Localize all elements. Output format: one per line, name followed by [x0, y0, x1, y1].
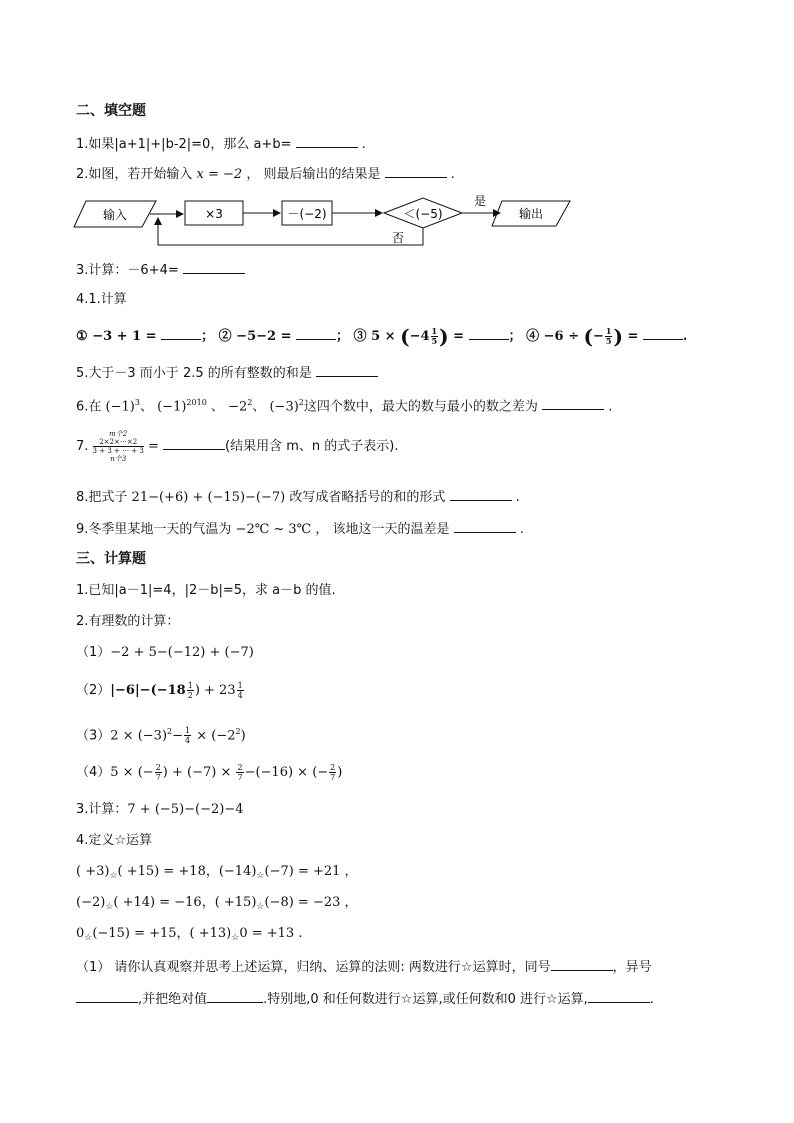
- minus-sign: −: [172, 728, 184, 744]
- circled-3: ③: [353, 329, 367, 344]
- fraction: [187, 681, 194, 700]
- question-text: 6.在: [76, 399, 102, 415]
- math-expression: −2℃ ~ 3℃: [235, 522, 312, 537]
- exponent: 2: [247, 398, 253, 407]
- question-text-2: ，异号: [612, 960, 652, 975]
- operand: (−2): [76, 895, 106, 910]
- expr-1: −3 + 1 =: [92, 329, 157, 344]
- flow-input-box: [74, 201, 156, 227]
- period: .: [515, 490, 520, 505]
- separator: ；: [336, 329, 350, 344]
- question-2-8: [76, 486, 520, 508]
- denominator: 4: [237, 691, 243, 700]
- question-text: 8.把式子: [76, 490, 128, 505]
- exponent: 2010: [186, 398, 207, 407]
- star-icon: ☆: [256, 871, 265, 881]
- expr-4b: −: [592, 329, 604, 344]
- star-op-row-3: [76, 924, 302, 948]
- question-3-3: [76, 800, 244, 820]
- circled-1: ①: [76, 329, 88, 344]
- close-paren: ): [337, 765, 343, 780]
- flow-times3-box: [185, 201, 243, 225]
- period: .: [649, 992, 654, 1007]
- question-2-4: 4.1.计算: [76, 292, 127, 307]
- question-text: 3.计算：: [76, 802, 128, 817]
- answer-blank-zero-rule[interactable]: [588, 988, 650, 1003]
- numerator: 2: [155, 763, 161, 772]
- question-2-2: [76, 163, 455, 185]
- question-3-2-part-1: [76, 643, 254, 663]
- question-text: 9.冬季里某地一天的气温为: [76, 522, 232, 537]
- math-expression-a: |−6|−(−18: [110, 683, 186, 698]
- answer-blank-3[interactable]: [469, 325, 509, 340]
- question-text-2: ， 则最后输出的结果是: [246, 167, 381, 182]
- part-label: （4）: [76, 765, 111, 780]
- numerator: 1: [185, 726, 191, 736]
- answer-blank[interactable]: [316, 362, 378, 377]
- separator: 、: [252, 399, 266, 415]
- question-3-2-part-3: [76, 720, 246, 748]
- flow-arrow-no-loop: [158, 218, 423, 245]
- star-icon: ☆: [231, 933, 240, 943]
- flow-output-label: 输出: [518, 207, 544, 221]
- flow-condition-label: ＜(−5): [403, 207, 443, 221]
- flow-output-box: [492, 201, 570, 226]
- question-text: ,并把绝对值: [138, 992, 208, 1007]
- section-title-calculation: 三、计算题: [76, 551, 146, 567]
- question-2-7: [76, 422, 398, 472]
- denominator: 5: [605, 336, 612, 346]
- question-3-4-sub-1-line-2: [76, 988, 654, 1010]
- numerator: 1: [605, 326, 612, 336]
- star-op-row-2: [76, 893, 358, 917]
- denominator: 7: [155, 773, 161, 782]
- term-4: (−3): [269, 399, 299, 415]
- separator: ；: [508, 329, 522, 344]
- numerator: 1: [431, 326, 438, 336]
- star-icon: ☆: [109, 871, 118, 881]
- term-1: (−1): [105, 399, 135, 415]
- answer-blank-4[interactable]: [643, 325, 683, 340]
- exponent: 2: [298, 398, 304, 407]
- expr-3b: −4: [409, 329, 430, 344]
- question-3-2: 2.有理数的计算：: [76, 614, 180, 629]
- question-3-4: 4.定义☆运算: [76, 833, 153, 848]
- star-icon: ☆: [105, 902, 114, 912]
- question-3-2-part-4: [76, 761, 342, 785]
- section-title-fill-blank: 二、填空题: [76, 103, 146, 119]
- paren-close: ): [613, 324, 623, 349]
- math-expression-a: 2 × (−3): [110, 728, 168, 744]
- stacked-fraction: [93, 430, 144, 463]
- math-expression-b: ) + (−7) ×: [162, 765, 236, 780]
- expr: 0 = +13 .: [239, 926, 303, 941]
- question-text: 2.如图，若开始输入: [76, 167, 193, 182]
- fraction: [329, 763, 336, 782]
- exponent: 2: [235, 727, 241, 736]
- separator: 、: [206, 399, 224, 415]
- star-op-row-1: [76, 862, 358, 886]
- fraction: [236, 763, 243, 782]
- part-label: （2）: [76, 683, 111, 698]
- expr-3a: 5 ×: [371, 329, 401, 344]
- question-2-9: [76, 518, 524, 540]
- flow-minus-box: [282, 201, 332, 225]
- numerator: 2: [237, 763, 243, 772]
- answer-blank-2[interactable]: [296, 325, 336, 340]
- expr: ( +14) = −16，( +15): [113, 895, 257, 910]
- math-expression: −2 + 5−(−12) + (−7): [110, 645, 254, 660]
- part-label: （3）: [76, 728, 111, 744]
- question-text-2: 改写成省略括号的和的形式: [289, 490, 446, 505]
- period: .: [519, 522, 524, 537]
- answer-blank-opposite-sign[interactable]: [76, 988, 138, 1003]
- question-2-6: [76, 393, 612, 417]
- star-icon: ☆: [256, 902, 265, 912]
- math-expression-b: × (−2: [192, 728, 236, 744]
- star-icon: ☆: [84, 933, 93, 943]
- close-paren: ): [240, 728, 246, 744]
- exponent: 3: [134, 398, 140, 407]
- answer-blank[interactable]: [385, 163, 447, 178]
- expr: (−8) = −23 ，: [264, 895, 358, 910]
- math-expression: 21−(+6) + (−15)−(−7): [131, 490, 286, 505]
- math-expression: x = −2: [196, 167, 243, 182]
- numerator: 2×2×⋯×2: [93, 438, 144, 447]
- paren-open: (: [400, 324, 410, 349]
- fraction: [184, 726, 191, 745]
- fraction: [605, 327, 613, 346]
- fraction: [237, 681, 244, 700]
- expr: (−7) = +21 ，: [264, 864, 358, 879]
- question-3-4-sub-1-line-1: [76, 956, 652, 978]
- circled-4: ④: [526, 329, 540, 344]
- math-expression-b: ) + 23: [194, 683, 236, 698]
- question-text: (结果用含 m、n 的式子表示).: [225, 439, 399, 454]
- term-2: (−1): [157, 399, 187, 415]
- question-2-1: [76, 133, 366, 155]
- count-label-bottom: n个3: [110, 455, 127, 463]
- paren-close: ): [439, 324, 449, 349]
- fraction: [431, 327, 439, 346]
- equals: =: [143, 439, 159, 454]
- period: .: [608, 399, 613, 415]
- expr-2: −5−2 =: [236, 329, 292, 344]
- exponent: 2: [167, 727, 173, 736]
- denominator: 3 + 3 + ⋯ + 3: [92, 447, 144, 455]
- answer-blank-1[interactable]: [161, 325, 201, 340]
- fraction: [155, 763, 162, 782]
- flow-input-label: 输入: [102, 208, 128, 222]
- numerator: 1: [237, 681, 243, 690]
- flow-yes-label: 是: [474, 194, 487, 208]
- answer-blank[interactable]: [183, 259, 245, 274]
- question-3-2-part-2: [76, 679, 245, 703]
- expr: ( +15) = +18，(−14): [117, 864, 257, 879]
- question-text: （1） 请你认真观察并思考上述运算，归纳、运算的法则: 两数进行☆运算时，同号: [76, 960, 551, 975]
- term-3: −2: [228, 399, 248, 415]
- answer-blank[interactable]: [450, 486, 512, 501]
- denominator: 2: [187, 691, 193, 700]
- question-2-5: [76, 362, 378, 384]
- expr-4c: =: [622, 329, 639, 344]
- period: .: [682, 329, 688, 344]
- question-2-4-items: [76, 324, 687, 350]
- flow-times3-label: ×3: [205, 207, 223, 221]
- math-expression: 7 + (−5)−(−2)−4: [127, 802, 244, 817]
- math-expression-a: 5 × (−: [110, 765, 154, 780]
- circled-2: ②: [218, 329, 232, 344]
- answer-blank[interactable]: [454, 518, 516, 533]
- question-text: 1.如果|a+1|+|b-2|=0，那么 a+b=: [76, 137, 292, 152]
- separator: ；: [201, 329, 215, 344]
- part-label: （1）: [76, 645, 111, 660]
- denominator: 7: [237, 773, 243, 782]
- period: .: [361, 137, 366, 152]
- numerator: 2: [330, 763, 336, 772]
- expr-3c: =: [448, 329, 464, 344]
- question-text-2: .特别地,0 和任何数进行☆运算,或任何数和0 进行☆运算,: [263, 992, 588, 1007]
- paren-open: (: [583, 324, 593, 349]
- question-2-3: [76, 259, 245, 281]
- answer-blank[interactable]: [296, 133, 358, 148]
- math-expression-c: −(−16) × (−: [244, 765, 329, 780]
- question-text-2: 这四个数中，最大的数与最小的数之差为: [303, 399, 538, 415]
- question-text: 5.大于－3 而小于 2.5 的所有整数的和是: [76, 366, 312, 381]
- expr: (−15) = +15，( +13): [92, 926, 232, 941]
- operand: ( +3): [76, 864, 110, 879]
- question-3-1: 1.已知|a－1|=4，|2－b|=5，求 a－b 的值.: [76, 583, 336, 598]
- answer-blank-same-sign[interactable]: [551, 956, 613, 971]
- denominator: 4: [185, 736, 191, 746]
- question-text-2: ， 该地这一天的温差是: [315, 522, 450, 537]
- flow-no-label: 否: [392, 231, 405, 245]
- answer-blank[interactable]: [163, 435, 225, 450]
- flowchart: [70, 190, 580, 250]
- answer-blank[interactable]: [542, 395, 604, 410]
- flow-condition-diamond: [384, 198, 462, 228]
- question-number: 7.: [76, 439, 89, 454]
- answer-blank-abs-value[interactable]: [207, 988, 263, 1003]
- numerator: 1: [187, 681, 193, 690]
- count-label-top: m个2: [109, 430, 128, 438]
- question-text: 3.计算：－6+4=: [76, 263, 179, 278]
- flow-minus-label: －(−2): [287, 207, 327, 221]
- period: .: [450, 167, 455, 182]
- expr-4a: −6 ÷: [543, 329, 584, 344]
- separator: 、: [139, 399, 153, 415]
- denominator: 5: [431, 336, 438, 346]
- operand: 0: [76, 926, 85, 941]
- denominator: 7: [330, 773, 336, 782]
